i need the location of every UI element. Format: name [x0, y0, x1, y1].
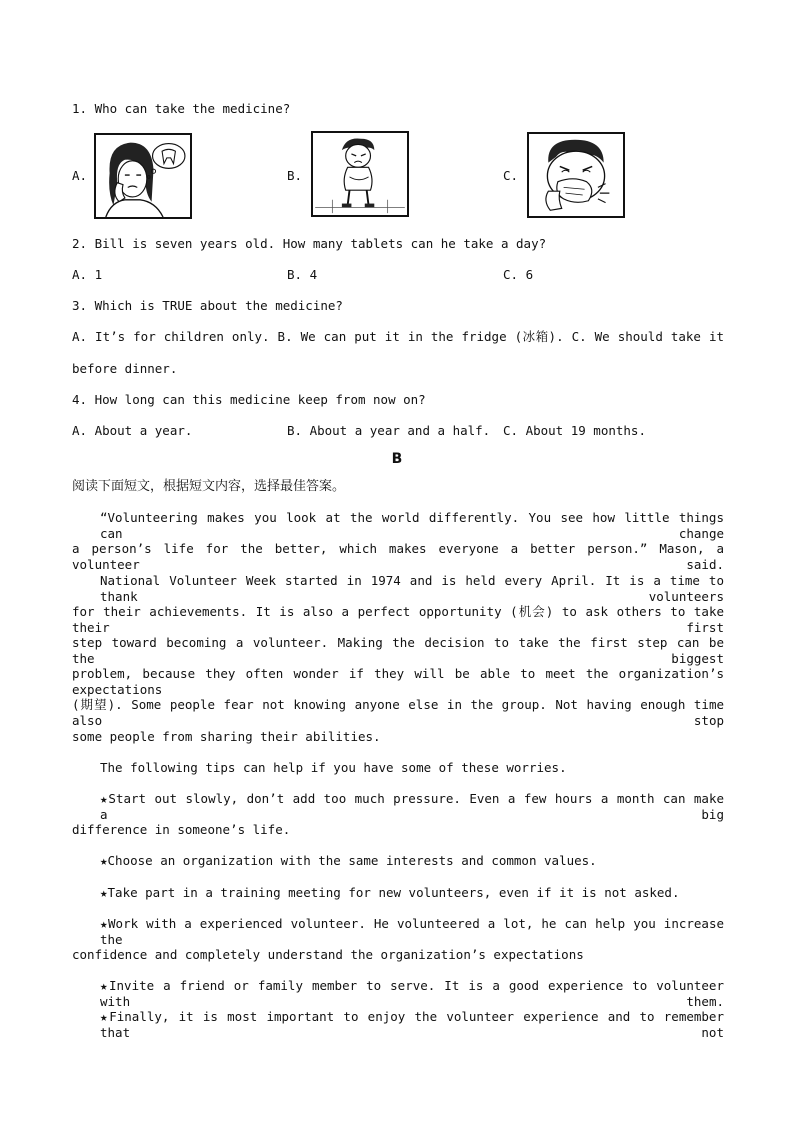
passage-line: step toward becoming a volunteer. Making the decision to take the first step can be the biggest — [72, 635, 724, 666]
q1-option-c-label: C. — [503, 168, 519, 183]
woman-toothache-icon — [94, 133, 192, 219]
q3-options-line-1: A. It’s for children only. B. We can put it in the fridge (冰箱). C. We should take it — [72, 329, 724, 344]
q2-option-c: C. 6 — [503, 267, 534, 282]
passage-line: some people from sharing their abilities. — [72, 729, 381, 744]
tip-line: confidence and completely understand the organization’s expectations — [72, 947, 584, 962]
tip-line: ★Work with a experienced volunteer. He volunteered a lot, he can help you increase the — [100, 916, 724, 947]
tip-line: difference in someone’s life. — [72, 822, 291, 837]
tip-line: ★Finally, it is most important to enjoy the volunteer experience and to remember that not — [100, 1009, 724, 1040]
q1-option-b-label: B. — [287, 168, 303, 183]
q4-option-a: A. About a year. — [72, 423, 193, 438]
tip-line: ★Invite a friend or family member to serve. It is a good experience to volunteer with them. — [100, 978, 724, 1009]
question-2: 2. Bill is seven years old. How many tablets can he take a day? — [72, 236, 547, 251]
passage-line: problem, because they often wonder if they will be able to meet the organization’s expectations — [72, 666, 724, 697]
passage-line: (期望). Some people fear not knowing anyone else in the group. Not having enough time also stop — [72, 697, 724, 728]
boy-stomachache-icon — [311, 131, 409, 217]
passage-line: The following tips can help if you have some of these worries. — [100, 760, 567, 775]
q4-option-b: B. About a year and a half. — [287, 423, 491, 438]
tip-line: ★Start out slowly, don’t add too much pressure. Even a few hours a month can make a big — [100, 791, 724, 822]
passage-line: National Volunteer Week started in 1974 and is held every April. It is a time to thank volunteers — [100, 573, 724, 604]
boy-sneezing-icon — [527, 132, 625, 218]
tip-line: ★Take part in a training meeting for new volunteers, even if it is not asked. — [100, 885, 680, 900]
section-b-title: B — [391, 451, 403, 467]
question-1: 1. Who can take the medicine? — [72, 101, 291, 116]
q3-options-line-2: before dinner. — [72, 361, 178, 376]
section-b-instruction: 阅读下面短文，根据短文内容，选择最佳答案。 — [72, 479, 346, 494]
passage-line: a person’s life for the better, which makes everyone a better person.” Mason, a volunteer said. — [72, 541, 724, 572]
q2-option-b: B. 4 — [287, 267, 318, 282]
question-4: 4. How long can this medicine keep from now on? — [72, 392, 426, 407]
q1-option-a-label: A. — [72, 168, 88, 183]
tip-line: ★Choose an organization with the same interests and common values. — [100, 853, 597, 868]
question-3: 3. Which is TRUE about the medicine? — [72, 298, 343, 313]
q4-option-c: C. About 19 months. — [503, 423, 646, 438]
passage-line: for their achievements. It is also a perfect opportunity (机会) to ask others to take their first — [72, 604, 724, 635]
passage-line: “Volunteering makes you look at the world differently. You see how little things can change — [100, 510, 724, 541]
q2-option-a: A. 1 — [72, 267, 103, 282]
